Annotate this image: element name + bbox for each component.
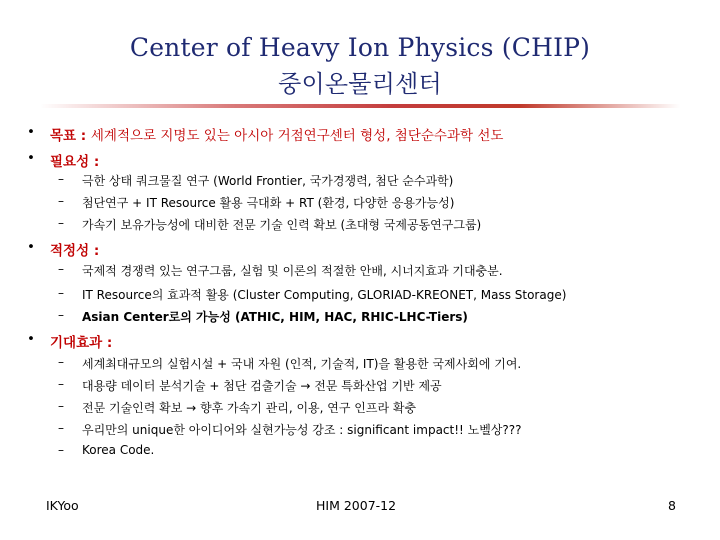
bullet-heading: 목표 : [50,128,91,144]
sub-item-text: 우리만의 unique한 아이디어와 실현가능성 강조 : significant impact!! 노벨상??? [82,423,522,437]
sub-item-text: 세계최대규모의 실험시설 + 국내 자원 (인적, 기술적, IT)을 활용한 국제사회에 기여. [82,357,522,371]
sub-item-text: 가속기 보유가능성에 대비한 전문 기술 인력 확보 (초대형 국제공동연구그룹) [82,218,482,232]
bullet-marker: • [27,239,35,255]
bullet-text: 세계적으로 지명도 있는 아시아 거점연구센터 형성, 첨단순수과학 선도 [90,128,504,144]
sub-item-text: 국제적 경쟁력 있는 연구그룹, 실험 및 이론의 적절한 안배, 시너지효과 기대충분. [82,264,503,278]
footer-event: HIM 2007-12 [316,498,397,513]
footer-author: IKYoo [46,498,79,513]
sub-item-text: Korea Code. [82,443,155,457]
sub-item-text: IT Resource의 효과적 활용 (Cluster Computing, GLORIAD-KREONET, Mass Storage) [82,288,567,302]
page-number: 8 [668,498,676,513]
dash-marker: – [58,355,64,369]
title-korean: 중이온물리센터 [278,70,442,98]
dash-marker: – [58,308,64,322]
title-english: Center of Heavy Ion Physics (CHIP) [129,33,591,62]
dash-marker: – [58,194,64,208]
bullet-marker: • [27,124,35,140]
bullet-heading: 적정성 : [50,243,100,259]
dash-marker: – [58,262,64,276]
dash-marker: – [58,443,64,457]
sub-item-text: 전문 기술인력 확보 → 향후 가속기 관리, 이용, 연구 인프라 확충 [82,401,417,415]
bullet-heading: 필요성 : [50,154,100,170]
dash-marker: – [58,286,64,300]
dash-marker: – [58,399,64,413]
bullet-marker: • [27,331,35,347]
sub-item-text: Asian Center로의 가능성 (ATHIC, HIM, HAC, RHIC-LHC-Tiers) [82,310,468,324]
bullet-marker: • [27,150,35,166]
dash-marker: – [58,216,64,230]
sub-item-text: 첨단연구 + IT Resource 활용 극대화 + RT (환경, 다양한 응용가능성) [82,196,455,210]
title-divider [40,104,680,108]
slide-title [0,30,720,102]
bullet-heading: 기대효과 : [50,335,113,351]
dash-marker: – [58,377,64,391]
sub-item-text: 대용량 데이터 분석기술 + 첨단 검출기술 → 전문 특화산업 기반 제공 [82,379,442,393]
dash-marker: – [58,172,64,186]
dash-marker: – [58,421,64,435]
sub-item-text: 극한 상태 쿼크물질 연구 (World Frontier, 국가경쟁력, 첨단 순수과학) [82,174,454,188]
